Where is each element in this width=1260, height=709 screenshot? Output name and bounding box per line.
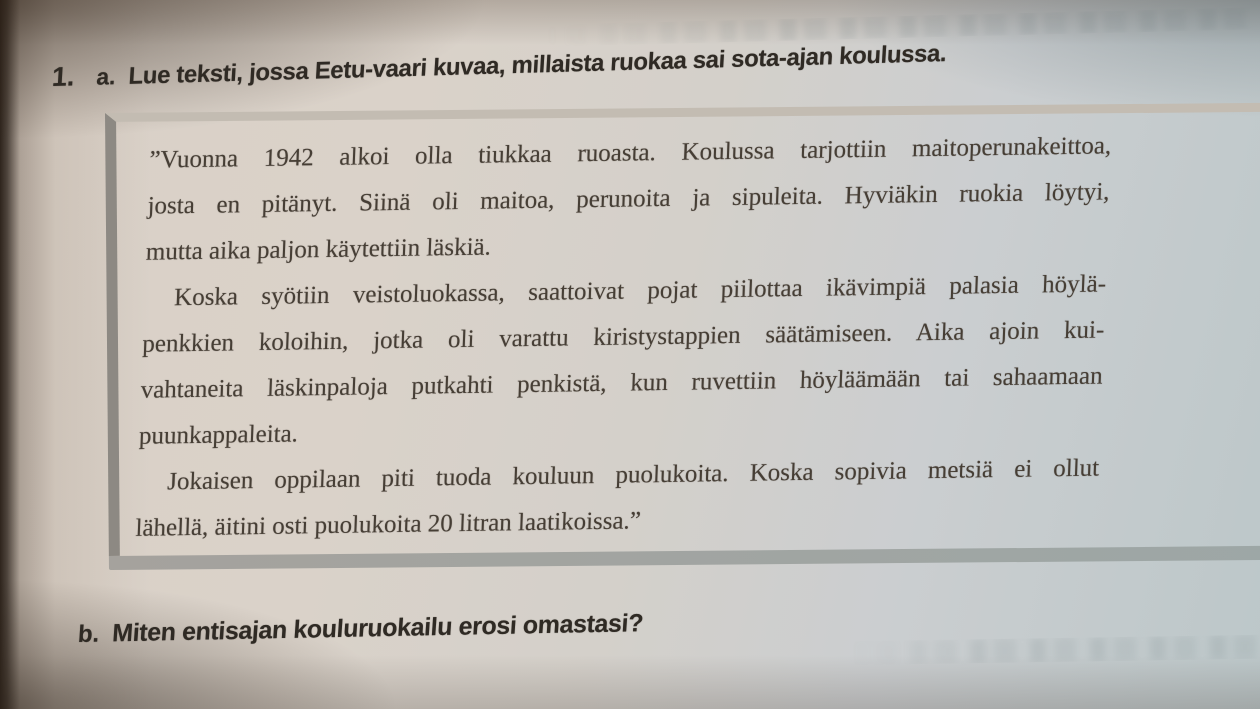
passage-line: penkkien koloihin, jotka oli varattu kiristystappien säätämiseen. Aika ajoin kui- bbox=[141, 316, 1105, 358]
part-a-instruction: Lue teksti, jossa Eetu-vaari kuvaa, millaista ruokaa sai sota-ajan koulussa. bbox=[127, 39, 948, 90]
passage-line: vahtaneita läskinpaloja putkahti penkistä, kun ruvettiin höyläämään tai sahaamaan bbox=[140, 362, 1104, 404]
passage-line: mutta aika paljon käytettiin läskiä. bbox=[145, 233, 492, 266]
passage-line: Jokaisen oppilaan piti tuoda kouluun puolukoita. Koska sopivia metsiä ei ollut bbox=[166, 454, 1100, 496]
part-b-question bbox=[77, 609, 644, 649]
part-b-text: Miten entisajan kouluruokailu erosi omastasi? bbox=[111, 609, 644, 648]
exercise-number: 1. bbox=[51, 61, 76, 93]
passage-line: ”Vuonna 1942 alkoi olla tiukkaa ruoasta. Koulussa tarjottiin maitoperunakeittoa, bbox=[148, 132, 1112, 174]
reading-passage-box bbox=[105, 103, 1260, 556]
exercise-1-heading bbox=[51, 37, 947, 93]
part-b-label: b. bbox=[77, 620, 101, 649]
reading-passage bbox=[135, 123, 1112, 552]
passage-line: Koska syötiin veistoluokassa, saattoivat pojat piilottaa ikävimpiä palasia höylä- bbox=[173, 270, 1107, 312]
passage-line: lähellä, äitini osti puolukoita 20 litran laatikoissa.” bbox=[135, 507, 642, 542]
bleedthrough-text-bottom bbox=[850, 635, 1260, 665]
part-a-label: a. bbox=[95, 63, 117, 90]
passage-line: puunkappaleita. bbox=[138, 420, 299, 450]
passage-line: josta en pitänyt. Siinä oli maitoa, perunoita ja sipuleita. Hyviäkin ruokia löytyi, bbox=[147, 178, 1111, 220]
